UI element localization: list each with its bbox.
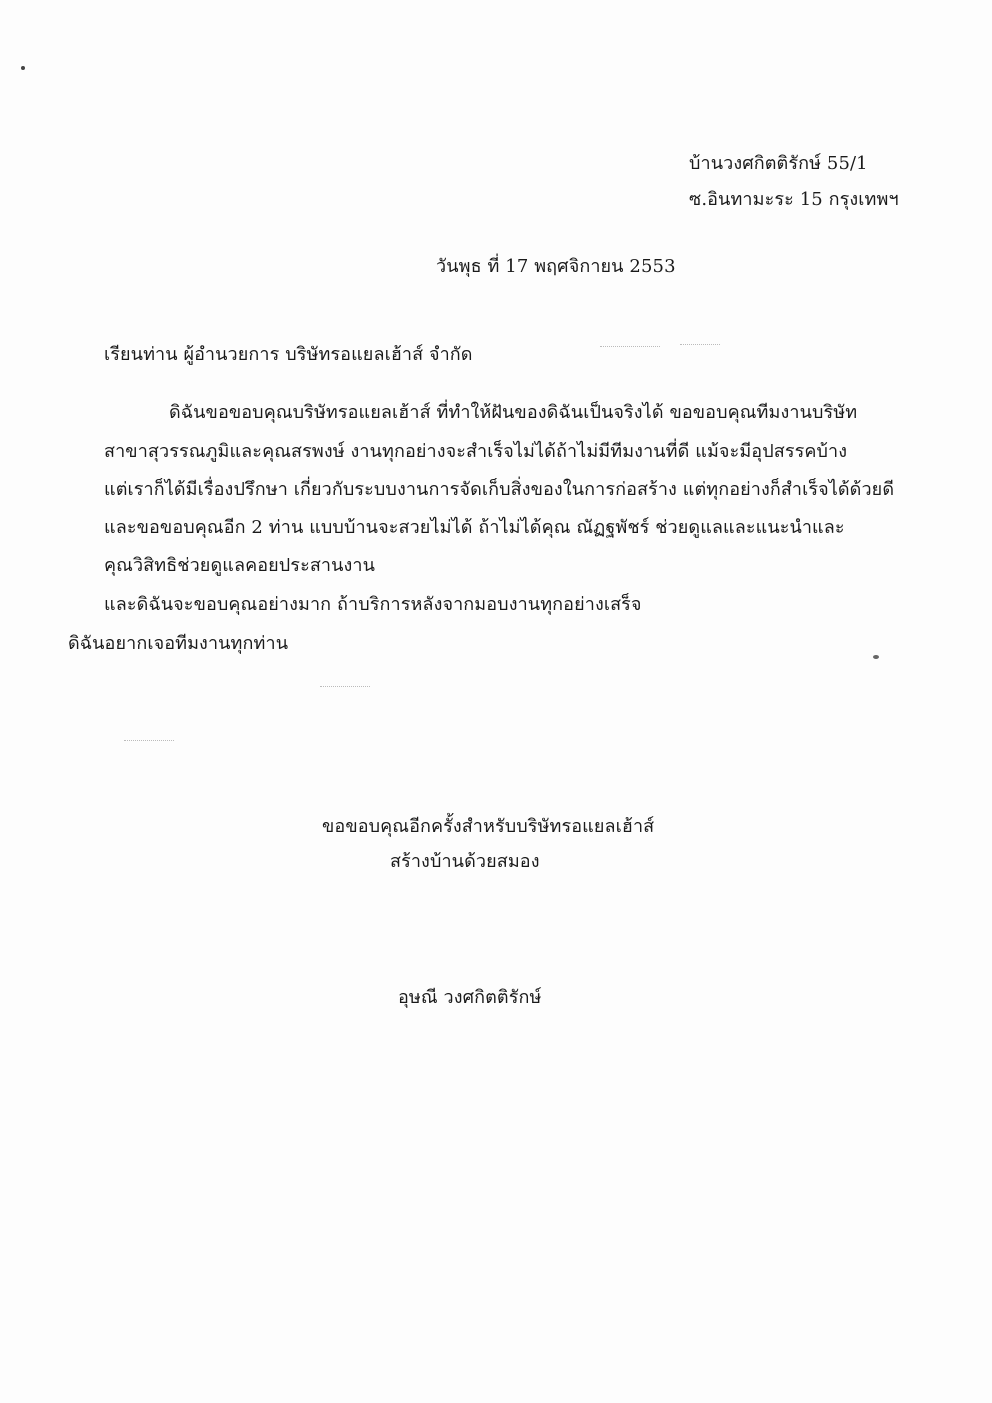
body-line-6: และดิฉันจะขอบคุณอย่างมาก ถ้าบริการหลังจากมอบงานทุกอย่างเสร็จ — [104, 594, 642, 615]
body-line-5: คุณวิสิทธิช่วยดูแลคอยประสานงาน — [104, 555, 376, 576]
body-line-1: ดิฉันขอขอบคุณบริษัทรอแยลเฮ้าส์ ที่ทำให้ฝันของดิฉันเป็นจริงได้ ขอขอบคุณทีมงานบริษัท — [169, 402, 858, 423]
body-line-3: แต่เราก็ได้มีเรื่องปรึกษา เกี่ยวกับระบบงานการจัดเก็บสิ่งของในการก่อสร้าง แต่ทุกอย่างก็สำเร็จได้ด้วยดี — [104, 479, 895, 500]
sender-address-line-1: บ้านวงศกิตติรักษ์ 55/1 — [689, 153, 868, 174]
scan-noise — [600, 346, 660, 347]
body-line-7: ดิฉันอยากเจอทีมงานทุกท่าน — [68, 633, 289, 654]
scan-speck — [873, 655, 879, 659]
signature-name: อุษณี วงศกิตติรักษ์ — [398, 987, 542, 1008]
sender-address-line-2: ซ.อินทามะระ 15 กรุงเทพฯ — [689, 189, 899, 210]
letter-date: วันพุธ ที่ 17 พฤศจิกายน 2553 — [436, 256, 676, 277]
scan-speck — [21, 66, 25, 70]
scan-noise — [320, 686, 370, 687]
body-line-2: สาขาสุวรรณภูมิและคุณสรพงษ์ งานทุกอย่างจะสำเร็จไม่ได้ถ้าไม่มีทีมงานที่ดี แม้จะมีอุปสรรคบ้าง — [104, 441, 848, 462]
scan-noise — [124, 740, 174, 741]
body-line-4: และขอขอบคุณอีก 2 ท่าน แบบบ้านจะสวยไม่ได้ ถ้าไม่ได้คุณ ณัฏฐพัชร์ ช่วยดูแลและแนะนำและ — [104, 517, 845, 538]
closing-line-1: ขอขอบคุณอีกครั้งสำหรับบริษัทรอแยลเฮ้าส์ — [322, 816, 655, 837]
scan-noise — [680, 344, 720, 345]
closing-line-2: สร้างบ้านด้วยสมอง — [390, 851, 540, 872]
salutation: เรียนท่าน ผู้อำนวยการ บริษัทรอแยลเฮ้าส์ จำกัด — [104, 344, 473, 365]
